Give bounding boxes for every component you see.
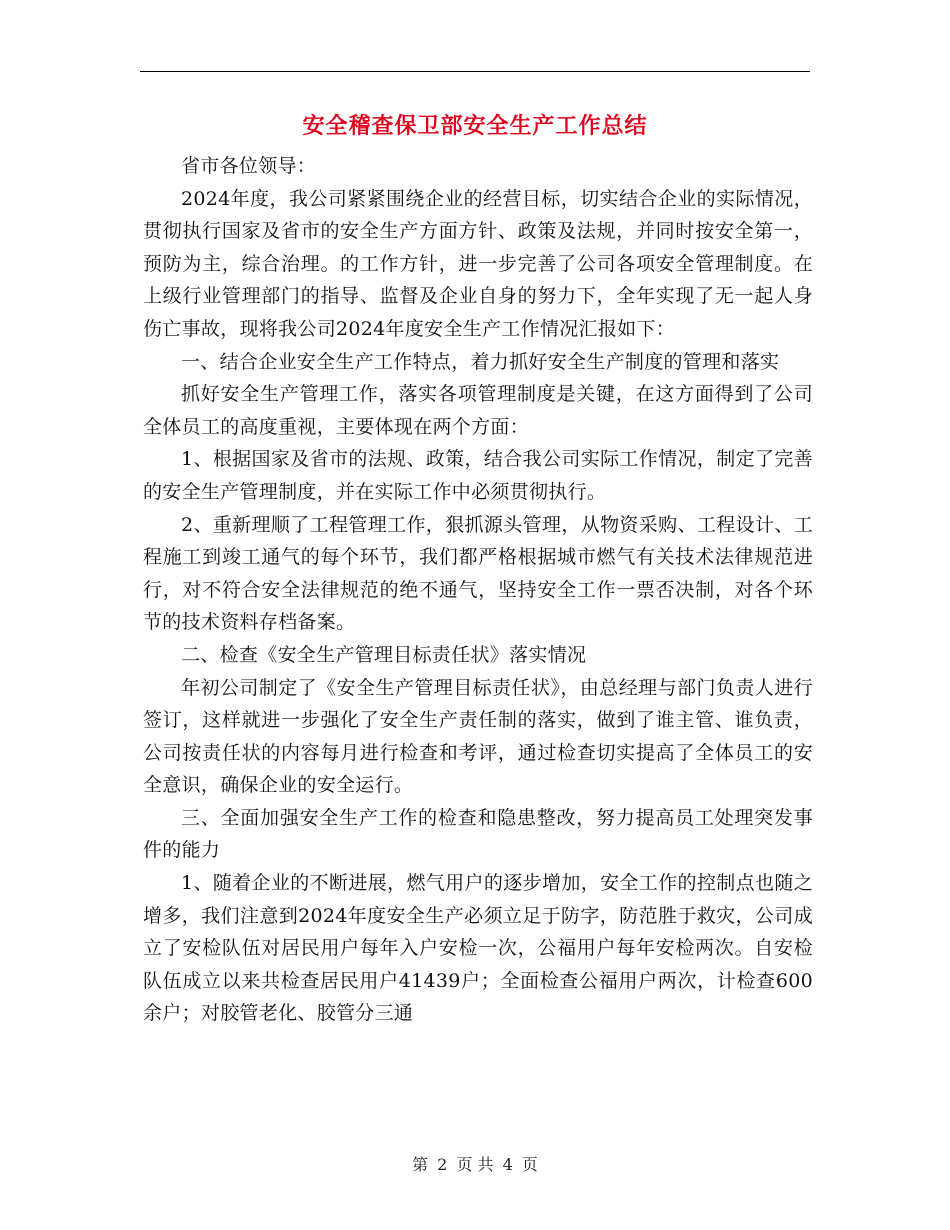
footer-middle: 页 共 [456,1155,494,1174]
body-paragraph: 年初公司制定了《安全生产管理目标责任状》，由总经理与部门负责人进行签订，这样就进一步强化了安全生产责任制的落实，做到了谁主管、谁负责，公司按责任状的内容每月进行检查和考评，通过检查切实提高了全体员工的安全意识，确保企业的安全运行。 [143,676,813,797]
section-heading-3: 三、全面加强安全生产工作的检查和隐患整改，努力提高员工处理突发事件的能力 [143,806,813,862]
intro-paragraph: 2024年度，我公司紧紧围绕企业的经营目标，切实结合企业的实际情况，贯彻执行国家及省市的安全生产方面方针、政策及法规，并同时按安全第一，预防为主，综合治理。的工作方针，进一步完善了公司各项安全管理制度。在上级行业管理部门的指导、监督及企业自身的努力下，全年实现了无一起人身伤亡事故，现将我公司2024年度安全生产工作情况汇报如下： [143,187,813,340]
list-item-1: 1、根据国家及省市的法规、政策，结合我公司实际工作情况，制定了完善的安全生产管理制度，并在实际工作中必须贯彻执行。 [143,448,813,503]
document-body [143,150,813,1030]
list-item-2: 2、重新理顺了工程管理工作，狠抓源头管理，从物资采购、工程设计、工程施工到竣工通气的每个环节，我们都严格根据城市燃气有关技术法律规范进行，对不符合安全法律规范的绝不通气，坚持安全工作一票否决制，对各个环节的技术资料存档备案。 [143,513,813,634]
footer-suffix: 页 [521,1155,538,1174]
header-rule [140,71,810,72]
salutation: 省市各位领导： [181,155,317,177]
page-footer [0,1152,950,1175]
list-item-3: 1、随着企业的不断进展，燃气用户的逐步增加，安全工作的控制点也随之增多，我们注意到2024年度安全生产必须立足于防字，防范胜于救灾，公司成立了安检队伍对居民用户每年入户安检一次，公福用户每年安检两次。自安检队伍成立以来共检查居民用户41439户；全面检查公福用户两次，计检查600余户；对胶管老化、胶管分三通 [143,872,813,1025]
total-page-count: 4 [502,1155,513,1174]
current-page-number: 2 [437,1155,448,1174]
section-heading-1: 一、结合企业安全生产工作特点，着力抓好安全生产制度的管理和落实 [181,350,780,373]
footer-prefix: 第 [412,1155,429,1174]
section-heading-2: 二、检查《安全生产管理目标责任状》落实情况 [181,643,587,666]
document-title: 安全稽查保卫部安全生产工作总结 [302,113,648,139]
body-paragraph: 抓好安全生产管理工作，落实各项管理制度是关键，在这方面得到了公司全体员工的高度重视，主要体现在两个方面： [143,383,813,438]
